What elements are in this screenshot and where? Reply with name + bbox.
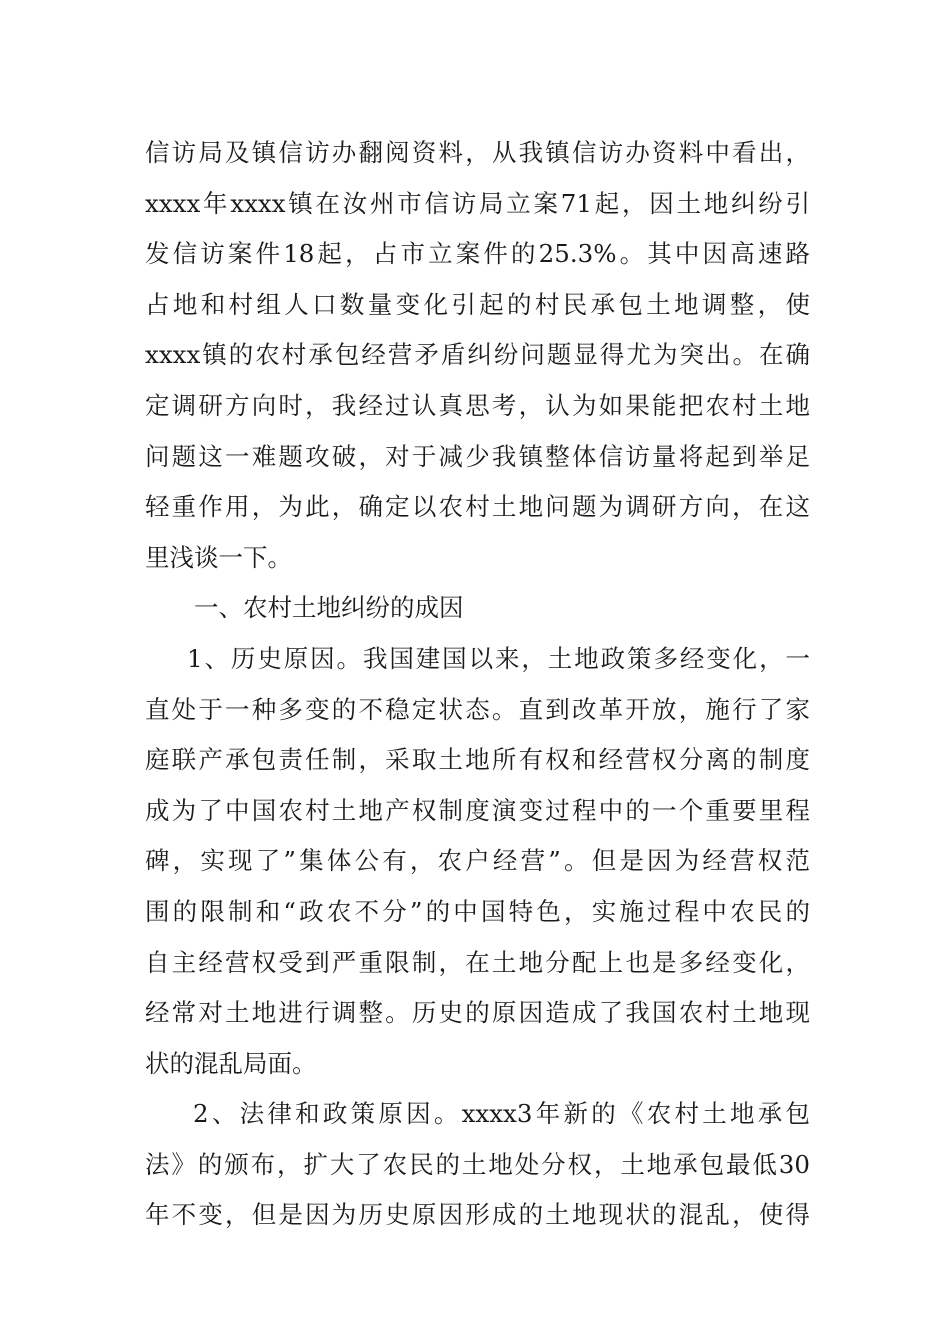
text-line: 直处于一种多变的不稳定状态。直到改革开放，施行了家 xyxy=(145,694,810,724)
paragraph-history xyxy=(145,634,810,1089)
document-body xyxy=(145,128,810,1241)
text-line: 法》的颁布，扩大了农民的土地处分权，土地承包最低30 xyxy=(145,1149,810,1179)
text-line: 问题这一难题攻破，对于减少我镇整体信访量将起到举足 xyxy=(145,441,810,471)
text-line: 里浅谈一下。 xyxy=(145,542,292,572)
text-line: 成为了中国农村土地产权制度演变过程中的一个重要里程 xyxy=(145,795,810,825)
paragraph-law-policy xyxy=(145,1089,810,1241)
text-line: 信访局及镇信访办翻阅资料，从我镇信访办资料中看出， xyxy=(145,138,810,167)
text-line: 发信访案件18起，占市立案件的25.3%。其中因高速路 xyxy=(145,239,810,269)
text-line: xxxx年xxxx镇在汝州市信访局立案71起，因土地纠纷引 xyxy=(145,188,810,218)
section-heading: 一、农村土地纠纷的成因 xyxy=(194,593,464,623)
text-line: 1、历史原因。我国建国以来，土地政策多经变化，一 xyxy=(187,643,810,673)
text-line: 经常对土地进行调整。历史的原因造成了我国农村土地现 xyxy=(145,998,810,1028)
text-line: 围的限制和“政农不分”的中国特色，实施过程中农民的 xyxy=(145,896,810,926)
text-line: 状的混乱局面。 xyxy=(145,1048,317,1078)
text-line: 自主经营权受到严重限制，在土地分配上也是多经变化， xyxy=(145,947,810,977)
text-line: 年不变，但是因为历史原因形成的土地现状的混乱，使得 xyxy=(145,1200,810,1230)
text-line: 占地和村组人口数量变化引起的村民承包土地调整，使 xyxy=(145,289,810,319)
text-line: 定调研方向时，我经过认真思考，认为如果能把农村土地 xyxy=(145,390,810,420)
text-line: 轻重作用，为此，确定以农村土地问题为调研方向，在这 xyxy=(145,492,810,522)
text-line: 2、法律和政策原因。xxxx3年新的《农村土地承包 xyxy=(193,1099,810,1129)
text-line: xxxx镇的农村承包经营矛盾纠纷问题显得尤为突出。在确 xyxy=(145,340,810,370)
text-line: 庭联产承包责任制，采取土地所有权和经营权分离的制度 xyxy=(145,745,810,775)
intro-paragraph xyxy=(145,128,810,583)
text-line: 碑，实现了”集体公有，农户经营”。但是因为经营权范 xyxy=(145,846,810,876)
